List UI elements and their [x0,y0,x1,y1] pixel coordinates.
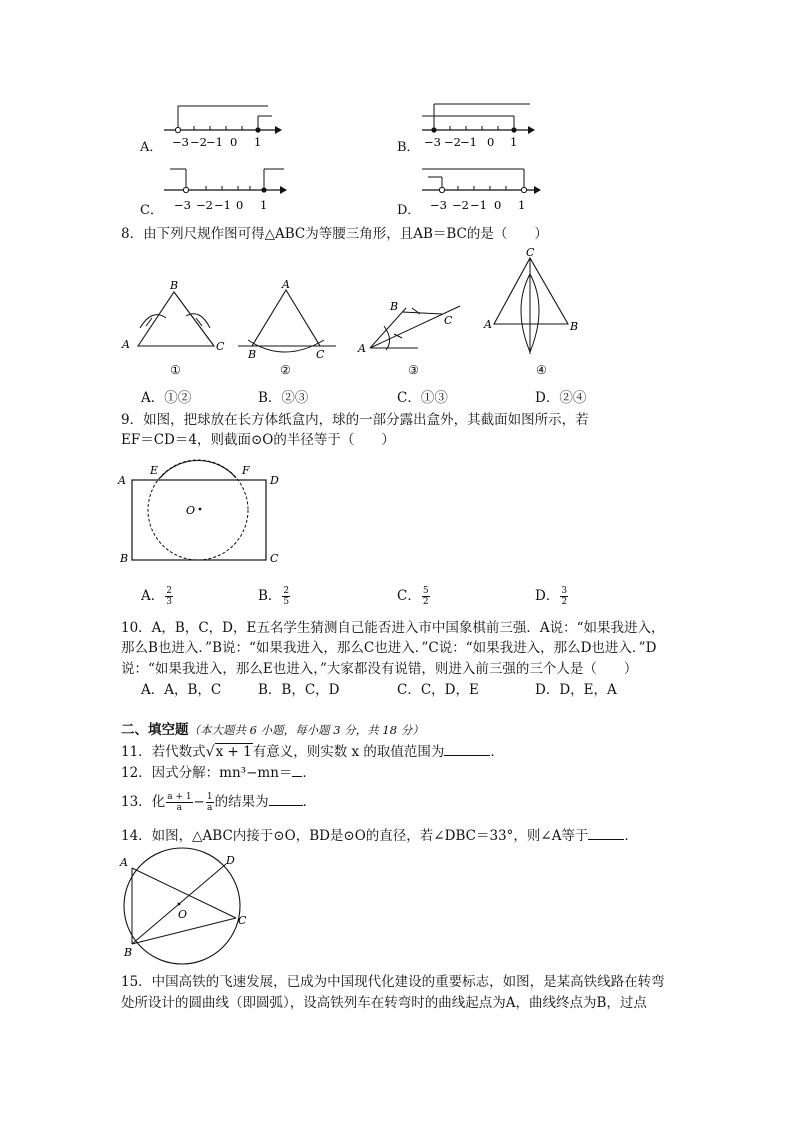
q10-option-c: C．C，D，E [397,682,479,698]
q11-answer-blank[interactable] [444,743,490,756]
q15-line1: 15．中国高铁的飞速发展，已成为中国现代化建设的重要标志，如图，是某高铁线路在转弯 [121,974,665,990]
q13: 13．化 $\frac{a + 1}{a}$ − $\frac{1}{a}$ 的结果为 ． [121,792,317,813]
point-label: C [316,348,325,361]
q14-figure [116,850,256,962]
q15-line2: 处所设计的圆曲线（即圆弧），设高铁列车在转弯时的曲线起点为A，曲线终点为B，过点 [121,995,647,1011]
q9-figure [118,456,288,568]
q9-option-b: B． $\frac{2}{5}$ [258,586,290,607]
q10-option-a: A．A，B，C [141,682,222,698]
q14-answer-blank[interactable] [588,827,624,840]
point-label: B [124,946,133,959]
q13-answer-blank[interactable] [269,793,303,806]
tick: 0 [236,198,244,212]
tick: −2 [196,198,213,212]
q10-option-d: D．D，E，A [535,682,617,698]
tick: −2 [190,135,207,149]
q8-option-b: B．②③ [258,390,309,406]
point-label: B [570,320,579,333]
q7-option-d-number-line [418,163,548,215]
q12-answer-blank[interactable] [292,764,302,777]
tick: −3 [430,198,447,212]
q7-option-a-number-line [160,100,280,152]
point-label: A [358,342,366,355]
tick: 1 [254,135,262,149]
point-label: C [270,552,279,565]
point-label: C [216,340,225,353]
q7-option-c-number-line [160,163,290,215]
point-label: C [526,246,535,259]
point-label: D [270,474,279,487]
q7-option-a-letter: A． [140,140,163,155]
tick: −2 [452,198,469,212]
q9-stem-line2: EF＝CD＝4，则截面⊙O的半径等于（ ） [121,432,395,448]
q7-option-b-number-line [418,100,538,152]
tick: 0 [494,198,502,212]
tick: 1 [260,198,268,212]
tick: −1 [214,198,231,212]
q7-option-d-letter: D． [397,203,421,218]
q7-option-b-letter: B． [397,140,420,155]
point-label: D [226,854,235,867]
point-label: O [178,908,188,921]
q8-option-a: A．①② [141,390,192,406]
tick: 1 [518,198,526,212]
point-label: B [248,348,257,361]
q8-figure-1 [118,278,233,378]
q11: 11．若代数式√x + 1有意义，则实数 x 的取值范围为 ． [121,744,504,760]
point-label: A [120,856,128,869]
q10-line3: 说：“如果我进入，那么E也进入，”大家都没有说错，则进入前三强的三个人是（ ） [121,661,638,677]
q9-option-d: D． $\frac{3}{2}$ [535,586,568,607]
tick: −3 [424,135,441,149]
tick: −1 [470,198,487,212]
point-label: A [484,318,492,331]
tick: −1 [206,135,223,149]
section-2-heading [121,720,424,740]
point-label: A [282,278,290,291]
tick: 0 [230,135,238,149]
tick: −3 [174,198,191,212]
point-label: F [242,464,250,477]
q9-stem-line1: 9．如图，把球放在长方体纸盒内，球的一部分露出盒外，其截面如图所示，若 [121,412,589,428]
q10-option-b: B．B，C，D [258,682,340,698]
section-note: （本大题共 6 小题，每小题 3 分，共 18 分） [188,723,424,737]
point-label: O [186,504,196,517]
q8-figure-4 [482,248,587,378]
q14: 14．如图，△ABC内接于⊙O，BD是⊙O的直径，若∠DBC＝33°，则∠A等于 ． [121,828,638,844]
point-label: B [170,279,179,292]
figure-number: ② [280,363,291,377]
q9-option-a: A． $\frac{2}{3}$ [141,586,172,607]
figure-number: ① [170,363,181,377]
tick: −2 [444,135,461,149]
point-label: B [390,300,399,313]
point-label: A [118,474,126,487]
point-label: C [444,314,453,327]
q8-figure-3 [354,278,474,378]
tick: −3 [172,135,189,149]
point-label: E [150,464,159,477]
q9-option-c: C． $\frac{5}{2}$ [397,586,429,607]
point-label: C [238,914,247,927]
q8-figure-2 [236,278,351,378]
figure-number: ④ [536,363,547,377]
q8-option-d: D．②④ [535,390,587,406]
tick: −1 [460,135,477,149]
figure-number: ③ [408,363,419,377]
q10-line1: 10．A，B，C，D，E五名学生猜测自己能否进入市中国象棋前三强．A说：“如果我进入， [121,620,665,636]
point-label: A [122,338,130,351]
tick: 0 [487,135,495,149]
q7-option-c-letter: C． [140,203,163,218]
q8-option-c: C．①③ [397,390,448,406]
q8-stem: 8．由下列尺规作图可得△ABC为等腰三角形，且AB＝BC的是（ ） [121,226,548,242]
q12: 12．因式分解：mn³−mn＝ ． [121,765,316,781]
q10-line2: 那么B也进入．”B说：“如果我进入，那么C也进入．”C说：“如果我进入，那么D也进入．”D [121,640,657,656]
point-label: B [120,552,129,565]
section-title: 二、填空题 [121,722,189,738]
tick: 1 [510,135,518,149]
